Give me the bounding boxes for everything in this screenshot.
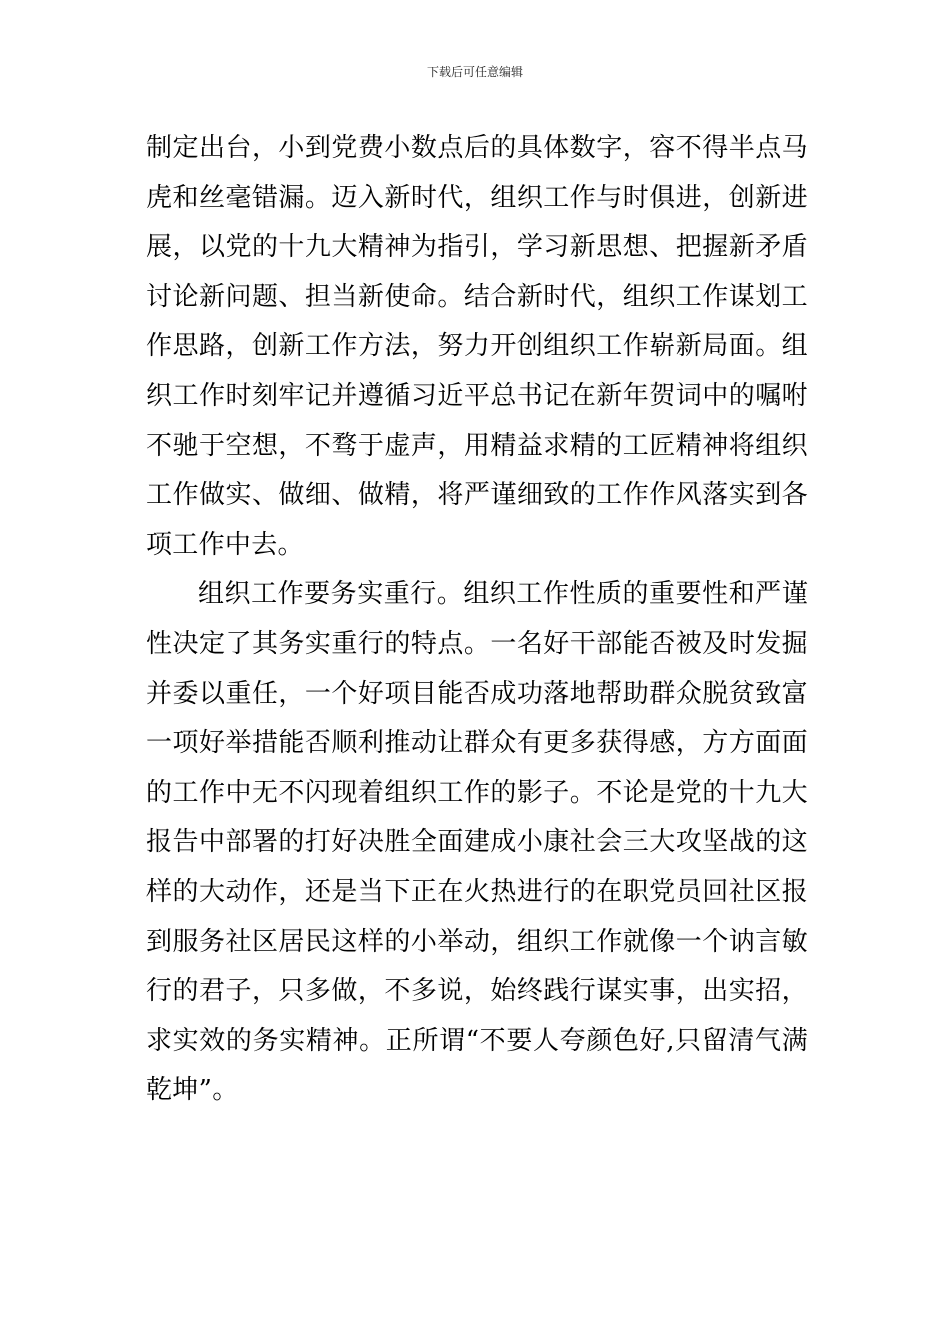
text-line: 作思路，创新工作方法，努力开创组织工作崭新局面。组 — [146, 331, 808, 362]
text-line: 展，以党的十九大精神为指引，学习新思想、把握新矛盾 — [146, 232, 808, 263]
text-line: 求实效的务实精神。正所谓“不要人夸颜色好,只留清气满 — [146, 1025, 808, 1056]
text-line: 报告中部署的打好决胜全面建成小康社会三大攻坚战的这 — [146, 827, 808, 858]
text-line: 行的君子，只多做，不多说，始终践行谋实事，出实招， — [146, 976, 808, 1007]
text-line: 工作做实、做细、做精，将严谨细致的工作作风落实到各 — [146, 480, 808, 511]
text-line: 织工作时刻牢记并遵循习近平总书记在新年贺词中的嘱咐 — [146, 380, 808, 411]
text-line: 项工作中去。 — [146, 529, 304, 560]
text-line: 的工作中无不闪现着组织工作的影子。不论是党的十九大 — [146, 777, 808, 808]
text-line: 样的大动作，还是当下正在火热进行的在职党员回社区报 — [146, 876, 808, 907]
text-line: 并委以重任，一个好项目能否成功落地帮助群众脱贫致富 — [146, 678, 808, 709]
text-line: 组织工作要务实重行。组织工作性质的重要性和严谨 — [198, 579, 808, 610]
document-body — [146, 124, 808, 1116]
text-line: 虎和丝毫错漏。迈入新时代，组织工作与时俱进，创新进 — [146, 182, 808, 213]
text-line: 不驰于空想，不骛于虚声，用精益求精的工匠精神将组织 — [146, 430, 808, 461]
text-line: 性决定了其务实重行的特点。一名好干部能否被及时发掘 — [146, 628, 808, 659]
text-line: 一项好举措能否顺利推动让群众有更多获得感，方方面面 — [146, 728, 808, 759]
text-line: 到服务社区居民这样的小举动，组织工作就像一个讷言敏 — [146, 926, 808, 957]
text-line: 乾坤”。 — [146, 1075, 239, 1106]
page-header: 下载后可任意编辑 — [426, 65, 523, 79]
text-line: 讨论新问题、担当新使命。结合新时代，组织工作谋划工 — [146, 281, 808, 312]
paragraph-1 — [146, 124, 808, 570]
text-line: 制定出台，小到党费小数点后的具体数字，容不得半点马 — [146, 133, 808, 163]
paragraph-2 — [146, 570, 808, 1116]
